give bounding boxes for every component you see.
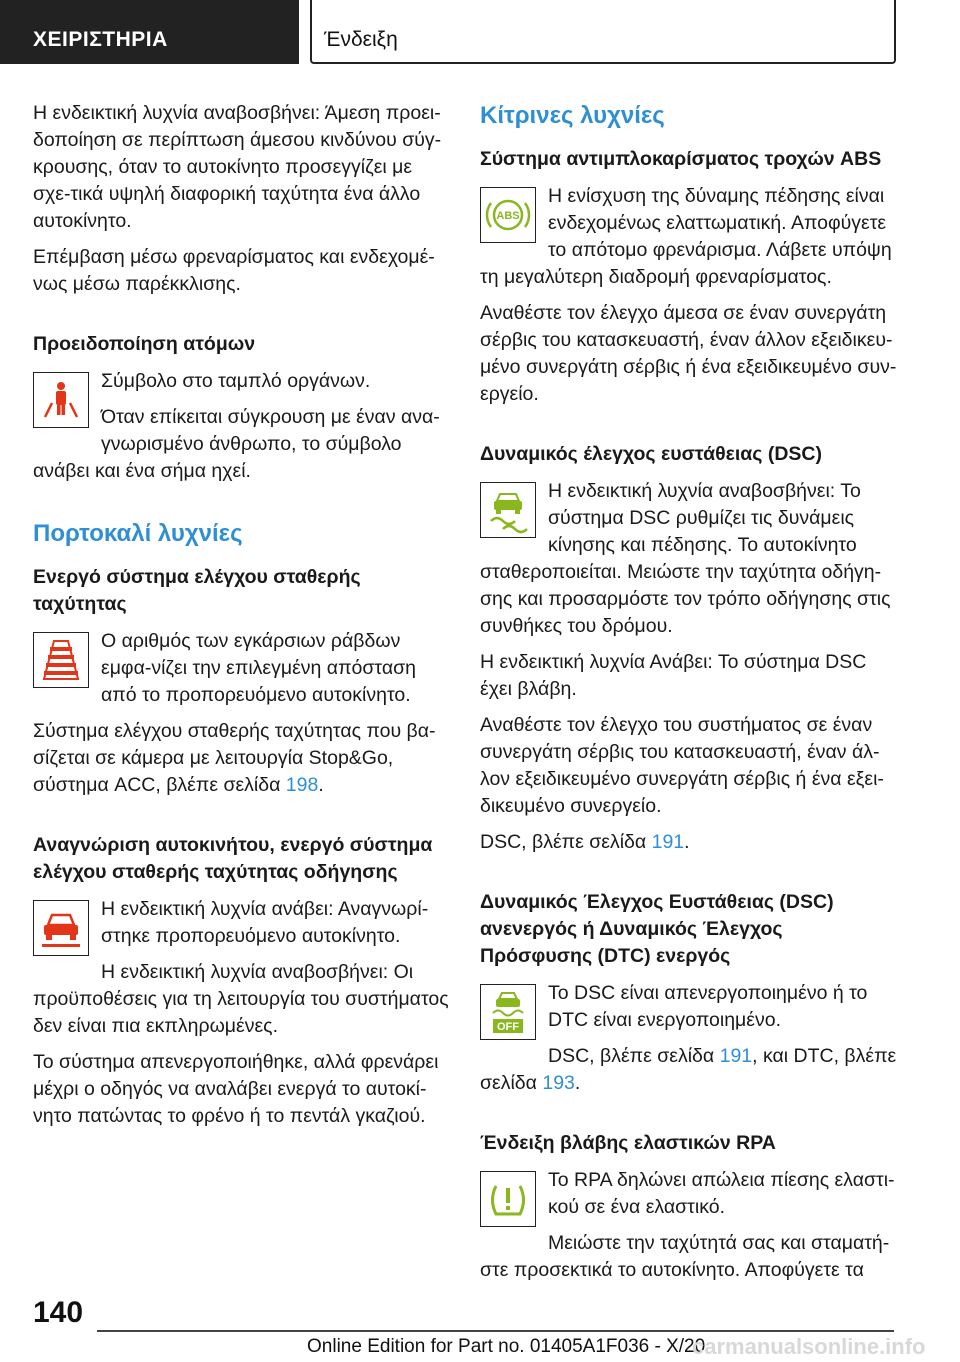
heading-abs: Σύστημα αντιμπλοκαρίσματος τροχών ABS <box>480 148 882 170</box>
footer-edition: Online Edition for Part no. 01405A1F036 - X/20 <box>307 1336 706 1357</box>
paragraph: DSC, βλέπε σελίδα 191. <box>480 831 690 853</box>
header-section-tab <box>310 0 896 64</box>
heading-vehicle-detection: Αναγνώριση αυτοκινήτου, ενεργό σύστημα ελέγχου σταθερής ταχύτητας οδήγησης <box>33 834 433 883</box>
page-link-191[interactable]: 191 <box>651 831 685 853</box>
heading-rpa: Ένδειξη βλάβης ελαστικών RPA <box>480 1132 776 1154</box>
vehicle-detected-icon <box>33 900 89 956</box>
paragraph: Σύστημα ελέγχου σταθερής ταχύτητας που βα-σίζεται σε κάμερα με λειτουργία Stop&Go, σύστημα ACC, βλέπε σελίδα 198. <box>33 720 436 796</box>
paragraph: Η ενδεικτική λυχνία αναβοσβήνει: Άμεση προει-δοποίηση σε περίπτωση άμεσου κινδύνου σύγ-κρουσης, όταν το αυτοκίνητο προσεγγίζει με σχε-τικά υψηλή διαφορική ταχύτητα ένα άλλο αυτοκίνητο. <box>33 102 442 232</box>
paragraph: Μειώστε την ταχύτητά σας και σταματή-στε προσεκτικά το αυτοκίνητο. Αποφύγετε τα <box>480 1232 890 1281</box>
paragraph: Η ενδεικτική λυχνία αναβοσβήνει: Οι προϋποθέσεις για τη λειτουργία του συστήματος δεν είναι πια εκπληρωμένες. <box>33 961 449 1037</box>
dsc-off-icon <box>480 984 536 1040</box>
svg-text:ABS: ABS <box>496 210 520 222</box>
dsc-icon <box>480 482 536 538</box>
watermark: carmanualsonline.info <box>692 1334 926 1359</box>
svg-text:OFF: OFF <box>497 1021 519 1033</box>
left-column <box>33 100 451 1139</box>
paragraph: Αναθέστε τον έλεγχο άμεσα σε έναν συνεργάτη σέρβις του κατασκευαστή, έναν άλλον εξειδικευ-μένο συνεργάτη σέρβις ή ένα εξειδικευμένο συν-εργείο. <box>480 302 897 405</box>
tire-pressure-icon <box>480 1171 536 1227</box>
pedestrian-warning-icon <box>33 372 89 428</box>
heading-orange-lights: Πορτοκαλί λυχνίες <box>33 520 243 547</box>
page-number: 140 <box>33 1296 84 1329</box>
paragraph: Το σύστημα απενεργοποιήθηκε, αλλά φρενάρει μέχρι ο οδηγός να αναλάβει ενεργά το αυτοκί-νητο πατώντας το φρένο ή το πεντάλ γκαζιού. <box>33 1051 439 1127</box>
heading-person-warning: Προειδοποίηση ατόμων <box>33 333 256 355</box>
paragraph: Αναθέστε τον έλεγχο του συστήματος σε έναν συνεργάτη σέρβις του κατασκευαστή, έναν άλ-λον εξειδικευμένο συνεργάτη σέρβις ή ένα εξει-δικευμένο συνεργείο. <box>480 714 884 817</box>
heading-dsc: Δυναμικός έλεγχος ευστάθειας (DSC) <box>480 443 822 465</box>
header-chapter-tab <box>0 0 299 64</box>
section-title: Ένδειξη <box>324 28 398 51</box>
paragraph: Επέμβαση μέσω φρεναρίσματος και ενδεχομέ-νως μέσω παρέκκλισης. <box>33 246 435 295</box>
right-column <box>480 100 898 1293</box>
paragraph: Η ενίσχυση της δύναμης πέδησης είναι ενδεχομένως ελαττωματική. Αποφύγετε το απότομο φρενάρισμα. Λάβετε υπόψη τη μεγαλύτερη διαδρομή φρεναρίσματος. <box>480 185 892 288</box>
paragraph: Το RPA δηλώνει απώλεια πίεσης ελαστι-κού σε ένα ελαστικό. <box>548 1169 895 1218</box>
paragraph: Η ενδεικτική λυχνία ανάβει: Αναγνωρί-στηκε προπορευόμενο αυτοκίνητο. <box>101 898 429 947</box>
heading-acc: Ενεργό σύστημα ελέγχου σταθερής ταχύτητας <box>33 566 361 615</box>
footer-divider <box>97 1330 894 1332</box>
chapter-title: ΧΕΙΡΙΣΤΗΡΙΑ <box>33 28 168 51</box>
paragraph: Το DSC είναι απενεργοποιημένο ή το DTC είναι ενεργοποιημένο. <box>548 982 868 1031</box>
paragraph: Όταν επίκειται σύγκρουση με έναν ανα-γνωρισμένο άνθρωπο, το σύμβολο ανάβει και ένα σήμα ηχεί. <box>33 406 440 482</box>
paragraph: Ο αριθμός των εγκάρσιων ράβδων εμφα-νίζει την επιλεγμένη απόσταση από το προπορευόμενο αυτοκίνητο. <box>101 630 416 706</box>
paragraph: Η ενδεικτική λυχνία αναβοσβήνει: Το σύστημα DSC ρυθμίζει τις δυνάμεις κίνησης και πέδησης. Το αυτοκίνητο σταθεροποιείται. Μειώστε την ταχύτητα οδήγη-σης και προσαρμόστε τον τρόπο οδήγησης στις συνθήκες του δρόμου. <box>480 480 891 637</box>
page-link-198[interactable]: 198 <box>285 774 319 796</box>
paragraph: Η ενδεικτική λυχνία Ανάβει: Το σύστημα DSC έχει βλάβη. <box>480 651 867 700</box>
paragraph: DSC, βλέπε σελίδα 191, και DTC, βλέπε σελίδα 193. <box>480 1045 897 1094</box>
distance-bars-icon <box>33 632 89 688</box>
heading-dtc: Δυναμικός Έλεγχος Ευστάθειας (DSC) ανενεργός ή Δυναμικός Έλεγχος Πρόσφυσης (DTC) ενεργός <box>480 891 834 967</box>
page-link-191[interactable]: 191 <box>719 1045 753 1067</box>
heading-yellow-lights: Κίτρινες λυχνίες <box>480 102 665 129</box>
abs-icon <box>480 187 536 243</box>
paragraph: Σύμβολο στο ταμπλό οργάνων. <box>101 370 371 392</box>
page-link-193[interactable]: 193 <box>542 1072 575 1094</box>
